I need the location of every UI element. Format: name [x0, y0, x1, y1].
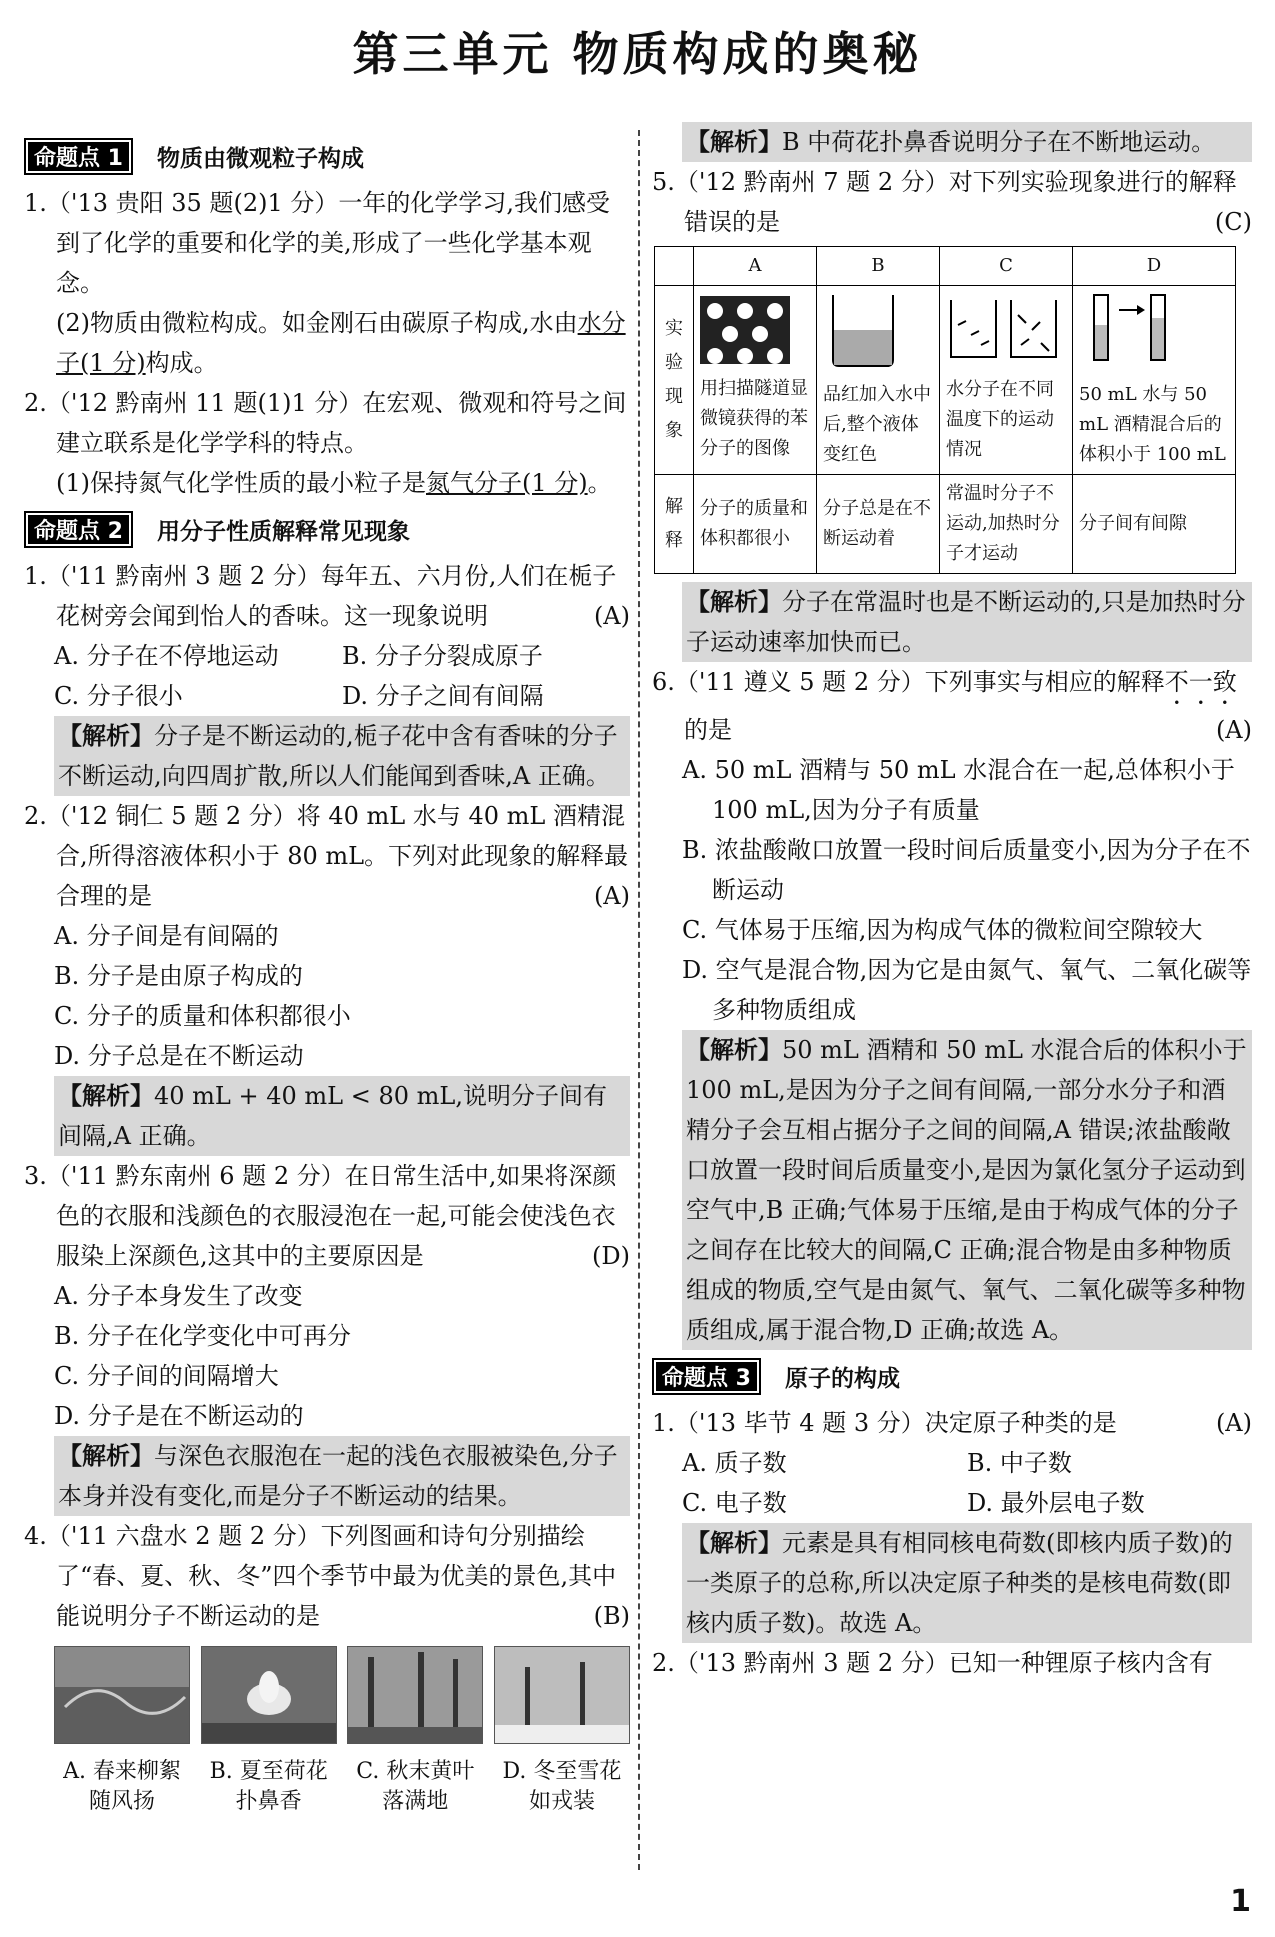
question-stem: 1.（'11 黔南州 3 题 2 分）每年五、六月份,人们在栀子花树旁会闻到怡人的香味。这一现象说明 (A) — [24, 556, 630, 636]
topic-title: 用分子性质解释常见现象 — [156, 519, 410, 545]
beakers-molecules-icon — [946, 295, 1066, 365]
willow-picture-icon — [54, 1646, 190, 1744]
option: B. 分子是由原子构成的 — [54, 962, 303, 990]
option: D. 空气是混合物,因为它是由氮气、氧气、二氧化碳等多种物质组成 — [682, 956, 1252, 1024]
topic-tag: 命题点 1 — [24, 138, 133, 175]
option: D. 分子是在不断运动的 — [54, 1402, 304, 1430]
sub-question: (1)保持氮气化学性质的最小粒子是氮气分子(1 分)。 — [56, 469, 612, 497]
page-number: 1 — [1230, 1884, 1251, 1919]
right-column — [652, 130, 1252, 1683]
answer-mark: (A) — [593, 882, 630, 910]
option: A. 分子间是有间隔的 — [54, 922, 279, 950]
answer-mark: (A) — [593, 602, 630, 630]
picture-option-b: B. 夏至荷花 扑鼻香 — [201, 1646, 337, 1817]
autumn-leaves-picture-icon — [347, 1646, 483, 1744]
question-stem: 4.（'11 六盘水 2 题 2 分）下列图画和诗句分别描绘了“春、夏、秋、冬”四个季节中最为优美的景色,其中能说明分子不断运动的是 (B) — [24, 1516, 630, 1636]
experiment-table: A B C D 实验现象 用扫描隧道显微镜获得的苯分子的图像 品红加入水中后,整个液体变红色 水分子在不同温度下的运动情况 50 mL 水与 50 mL 酒精混合后的体积小于 100 mL 解释 分子的质量和体积都很小 分子总是在不断运动着 常温时分子不运动,加热时分子才运动 分子间有间隙 — [654, 246, 1236, 574]
question-stem: 2.（'13 黔南州 3 题 2 分）已知一种锂原子核内含有 — [652, 1649, 1213, 1677]
beaker-icon — [823, 290, 903, 370]
option: C. 分子间的间隔增大 — [54, 1362, 279, 1390]
picture-option-d: D. 冬至雪花 如戎装 — [494, 1646, 630, 1817]
options-row: A. 分子在不停地运动 B. 分子分裂成原子 — [54, 642, 543, 670]
page-title: 第三单元 物质构成的奥秘 — [352, 27, 923, 81]
question-stem: 2.（'12 铜仁 5 题 2 分）将 40 mL 水与 40 mL 酒精混合,所得溶液体积小于 80 mL。下列对此现象的解释最合理的是 (A) — [24, 796, 630, 916]
explanation-box: 【解析】40 mL + 40 mL < 80 mL,说明分子间有间隔,A 正确。 — [54, 1076, 630, 1156]
option: A. 50 mL 酒精与 50 mL 水混合在一起,总体积小于 100 mL,因为分子有质量 — [682, 756, 1235, 824]
picture-option-c: C. 秋末黄叶 落满地 — [347, 1646, 483, 1817]
column-divider — [638, 130, 640, 1870]
answer-blank: 水分子(1 分) — [56, 309, 626, 377]
explanation-box: 【解析】B 中荷花扑鼻香说明分子在不断地运动。 — [682, 122, 1252, 162]
season-pictures — [54, 1646, 630, 1817]
question-stem: 6.（'11 遵义 5 题 2 分）下列事实与相应的解释不一致的是 (A) — [652, 662, 1252, 750]
row-label: 解释 — [655, 475, 694, 574]
topic-header-1 — [24, 138, 630, 175]
left-column — [24, 130, 630, 1817]
explanation-box: 【解析】50 mL 酒精和 50 mL 水混合后的体积小于 100 mL,是因为分子之间有间隔,一部分水分子和酒精分子会互相占据分子之间的间隔,A 错误;浓盐酸敞口放置一段时间后质量变小,是因为氯化氢分子运动到空气中,B 正确;气体易于压缩,是由于构成气体的分子之间存在比较大的间隔,C 正确;混合物是由多种物质组成的物质,空气是由氮气、氧气、二氧化碳等多种物质组成,属于混合物,D 正确;故选 A。 — [682, 1030, 1252, 1350]
explanation-box: 【解析】分子是不断运动的,栀子花中含有香味的分子不断运动,向四周扩散,所以人们能闻到香味,A 正确。 — [54, 716, 630, 796]
option: D. 分子总是在不断运动 — [54, 1042, 304, 1070]
option: B. 浓盐酸敞口放置一段时间后质量变小,因为分子在不断运动 — [682, 836, 1251, 904]
snow-picture-icon — [494, 1646, 630, 1744]
answer-mark: (D) — [592, 1242, 630, 1270]
question-stem: 1.（'13 贵阳 35 题(2)1 分）一年的化学学习,我们感受到了化学的重要和化学的美,形成了一些化学基本观念。 — [24, 189, 610, 297]
picture-option-a: A. 春来柳絮 随风扬 — [54, 1646, 190, 1817]
topic-title: 物质由微观粒子构成 — [156, 146, 364, 172]
answer-blank: 氮气分子(1 分) — [426, 469, 588, 497]
topic-title: 原子的构成 — [784, 1366, 900, 1392]
options-row: C. 分子很小 D. 分子之间有间隔 — [54, 682, 544, 710]
option: C. 气体易于压缩,因为构成气体的微粒间空隙较大 — [682, 916, 1203, 944]
option: B. 分子在化学变化中可再分 — [54, 1322, 351, 1350]
answer-mark: (A) — [1215, 716, 1252, 744]
sub-question: (2)物质由微粒构成。如金刚石由碳原子构成,水由水分子(1 分)构成。 — [56, 309, 626, 377]
answer-mark: (C) — [1214, 208, 1252, 236]
explanation-box: 【解析】分子在常温时也是不断运动的,只是加热时分子运动速率加快而已。 — [682, 582, 1252, 662]
question-stem: 5.（'12 黔南州 7 题 2 分）对下列实验现象进行的解释错误的是 (C) — [652, 162, 1252, 242]
option: A. 分子本身发生了改变 — [54, 1282, 303, 1310]
options-row: C. 电子数 D. 最外层电子数 — [682, 1489, 1145, 1517]
benzene-molecule-image-icon — [700, 296, 790, 364]
option: C. 分子的质量和体积都很小 — [54, 1002, 351, 1030]
topic-tag: 命题点 3 — [652, 1358, 761, 1395]
explanation-box: 【解析】与深色衣服泡在一起的浅色衣服被染色,分子本身并没有变化,而是分子不断运动的结果。 — [54, 1436, 630, 1516]
answer-mark: (B) — [593, 1602, 630, 1630]
question-stem: 1.（'13 毕节 4 题 3 分）决定原子种类的是 (A) — [652, 1403, 1252, 1443]
answer-mark: (A) — [1215, 1409, 1252, 1437]
topic-header-3 — [652, 1358, 1252, 1395]
topic-header-2 — [24, 511, 630, 548]
question-stem: 3.（'11 黔东南州 6 题 2 分）在日常生活中,如果将深颜色的衣服和浅颜色的衣服浸泡在一起,可能会使浅色衣服染上深颜色,这其中的主要原因是 (D) — [24, 1156, 630, 1276]
graduated-cylinders-icon — [1079, 290, 1179, 370]
explanation-box: 【解析】元素是具有相同核电荷数(即核内质子数)的一类原子的总称,所以决定原子种类的是核电荷数(即核内质子数)。故选 A。 — [682, 1523, 1252, 1643]
topic-tag: 命题点 2 — [24, 511, 133, 548]
lotus-picture-icon — [201, 1646, 337, 1744]
question-stem: 2.（'12 黔南州 11 题(1)1 分）在宏观、微观和符号之间建立联系是化学学科的特点。 — [24, 389, 627, 457]
row-label: 实验现象 — [655, 286, 694, 475]
options-row: A. 质子数 B. 中子数 — [682, 1449, 1072, 1477]
